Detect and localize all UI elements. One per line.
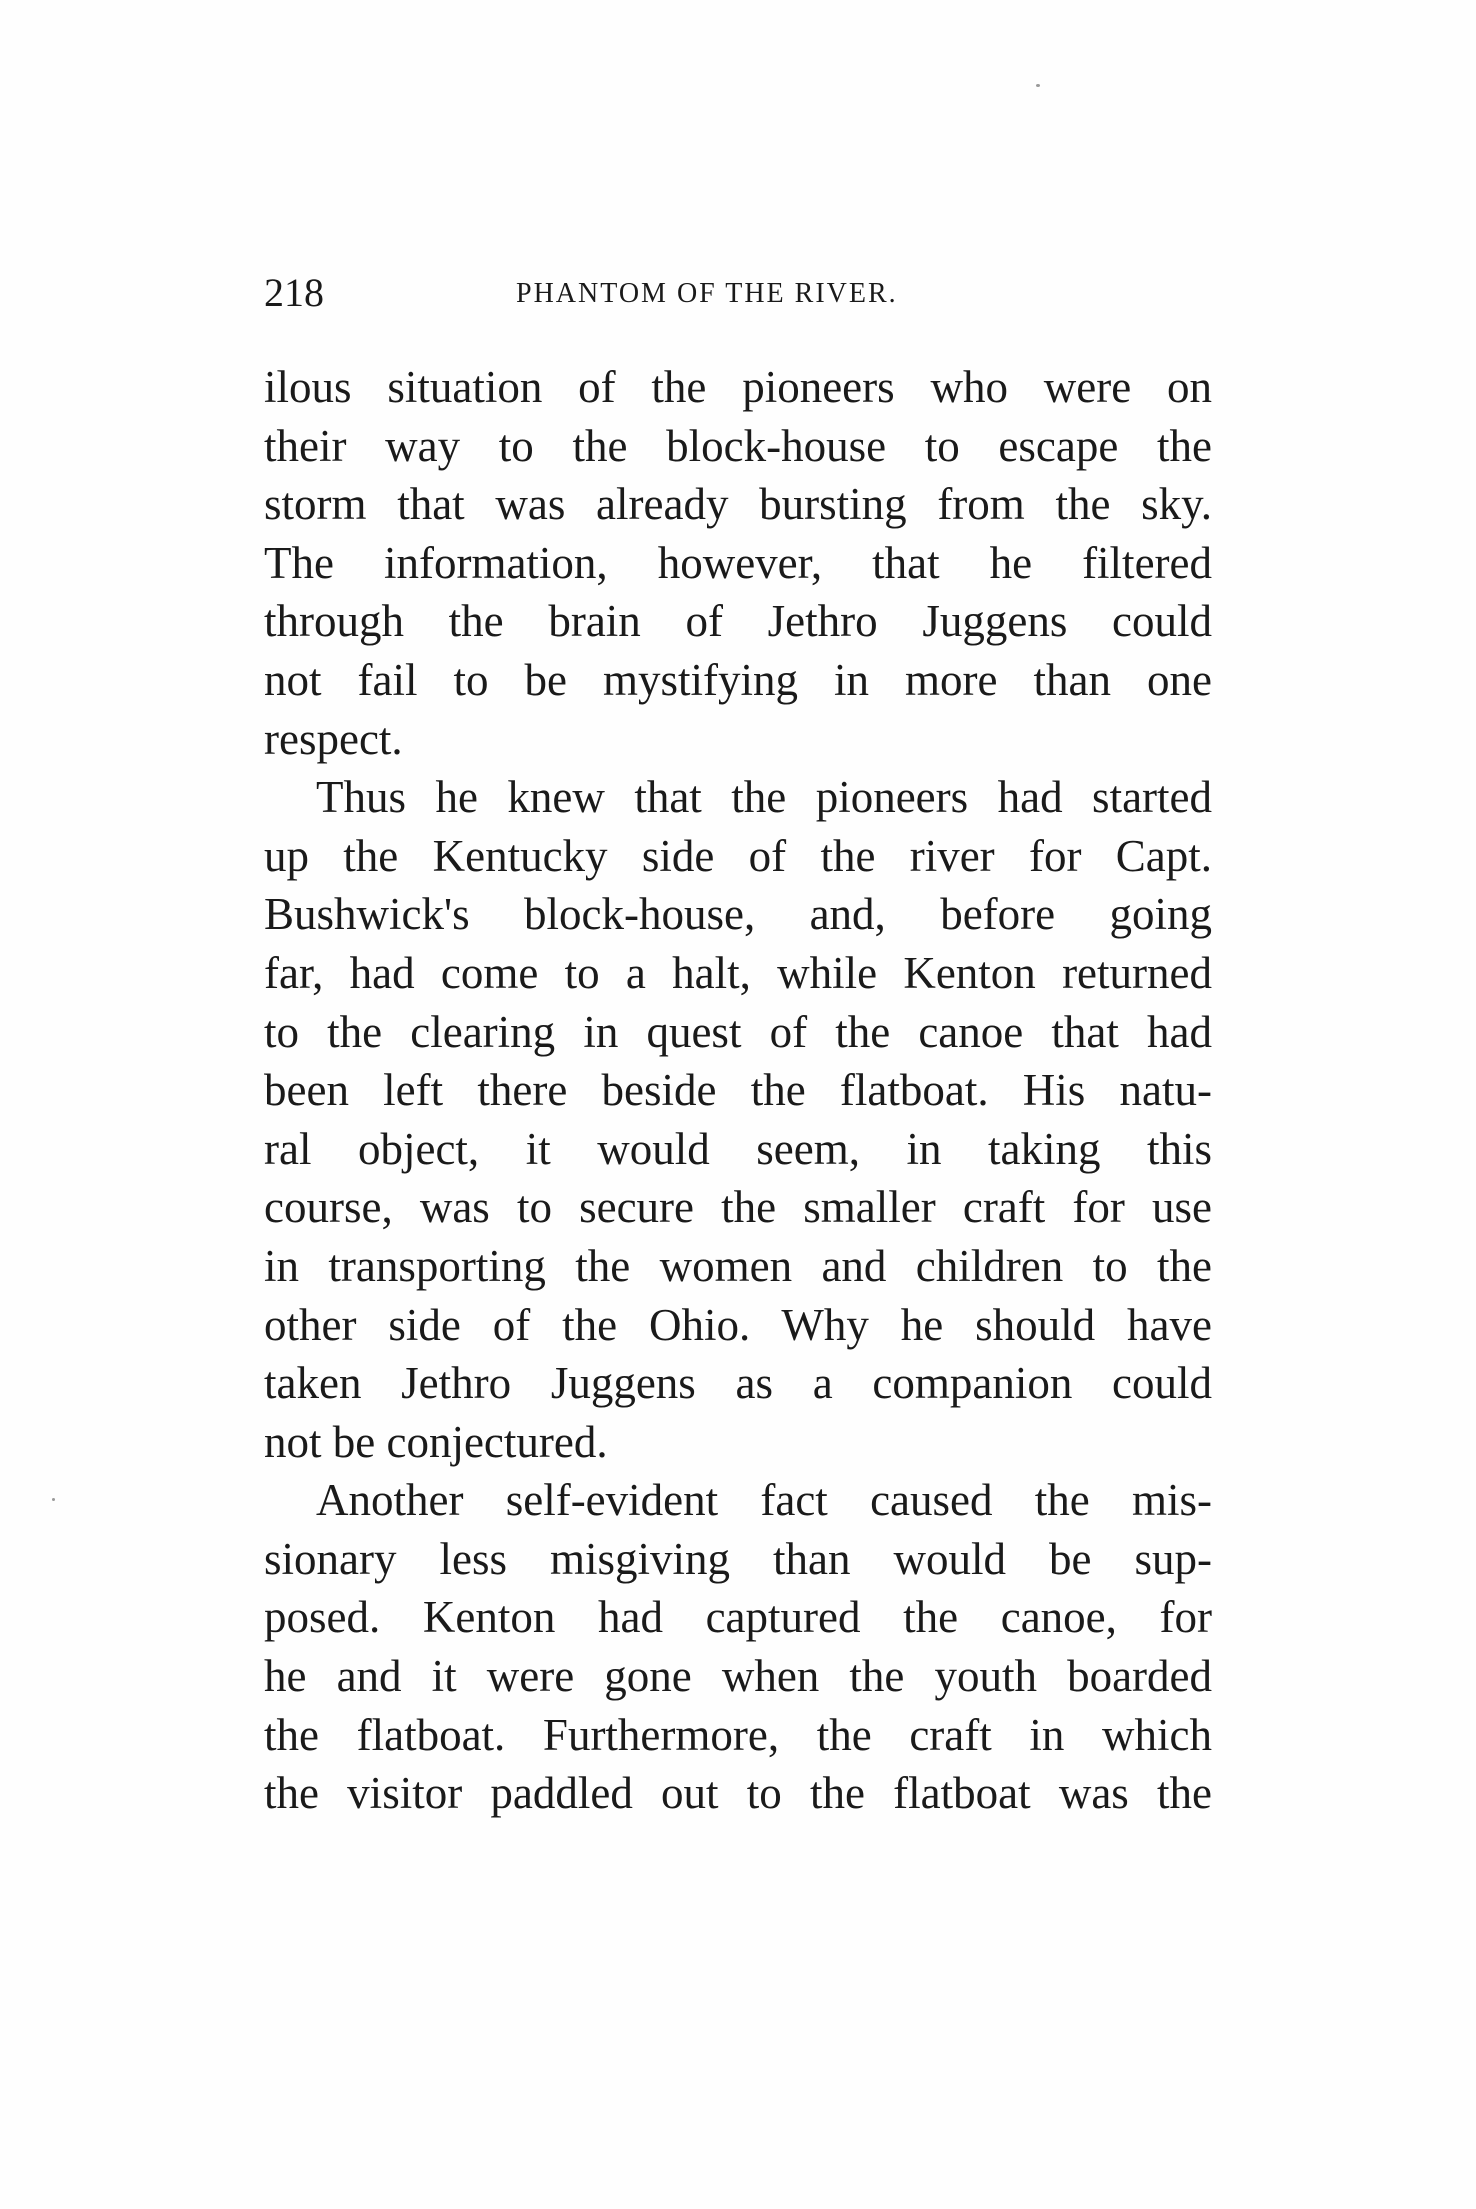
text-line: Thus he knew that the pioneers had started bbox=[316, 772, 1212, 823]
text-line: to the clearing in quest of the canoe that had bbox=[264, 1006, 1212, 1057]
print-speck bbox=[1036, 84, 1040, 87]
text-line: been left there beside the flatboat. His natu- bbox=[264, 1065, 1212, 1116]
text-line: respect. bbox=[264, 713, 403, 764]
text-line: the visitor paddled out to the flatboat was the bbox=[264, 1768, 1212, 1819]
text-line: storm that was already bursting from the sky. bbox=[264, 479, 1212, 530]
text-line: ral object, it would seem, in taking this bbox=[264, 1123, 1212, 1174]
text-line: the flatboat. Furthermore, the craft in which bbox=[264, 1709, 1212, 1760]
print-speck bbox=[52, 1498, 55, 1501]
body-text bbox=[264, 358, 1212, 1823]
text-line: through the brain of Jethro Juggens could bbox=[264, 596, 1212, 647]
text-line: Bushwick's block-house, and, before going bbox=[264, 889, 1212, 940]
text-line: course, was to secure the smaller craft for use bbox=[264, 1182, 1212, 1233]
text-line: posed. Kenton had captured the canoe, for bbox=[264, 1592, 1212, 1643]
page-number: 218 bbox=[264, 270, 324, 315]
text-line: sionary less misgiving than would be sup- bbox=[264, 1533, 1212, 1584]
text-line: taken Jethro Juggens as a companion could bbox=[264, 1358, 1212, 1409]
text-line: he and it were gone when the youth boarded bbox=[264, 1651, 1212, 1702]
text-line: ilous situation of the pioneers who were on bbox=[264, 362, 1212, 412]
text-line: their way to the block-house to escape the bbox=[264, 420, 1212, 471]
running-head bbox=[264, 270, 1212, 316]
text-line: not fail to be mystifying in more than one bbox=[264, 654, 1212, 705]
text-line: The information, however, that he filtered bbox=[264, 537, 1212, 588]
text-line: not be conjectured. bbox=[264, 1416, 608, 1467]
text-line: up the Kentucky side of the river for Capt. bbox=[264, 830, 1212, 881]
running-title: PHANTOM OF THE RIVER. bbox=[516, 278, 898, 309]
text-line: Another self-evident fact caused the mis- bbox=[316, 1475, 1212, 1526]
text-line: in transporting the women and children to the bbox=[264, 1240, 1212, 1291]
text-line: other side of the Ohio. Why he should have bbox=[264, 1299, 1212, 1350]
text-line: far, had come to a halt, while Kenton returned bbox=[264, 947, 1212, 998]
